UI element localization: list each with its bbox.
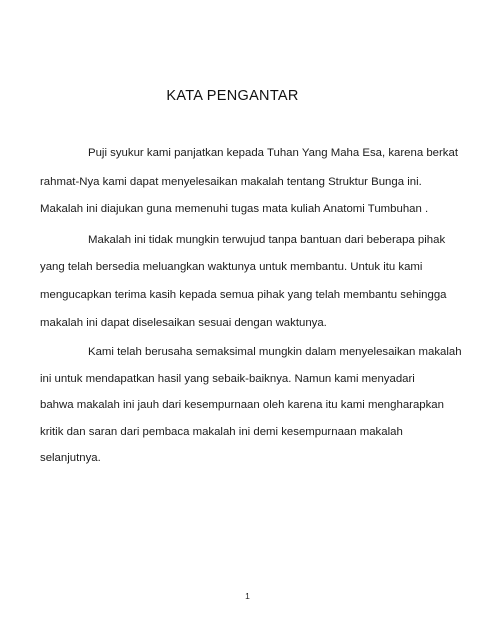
paragraph-line: Makalah ini diajukan guna memenuhi tugas mata kuliah Anatomi Tumbuhan . (40, 203, 429, 215)
paragraph-line: selanjutnya. (40, 452, 101, 464)
page-title: KATA PENGANTAR (166, 88, 299, 104)
paragraph-line: makalah ini dapat diselesaikan sesuai dengan waktunya. (40, 317, 327, 329)
paragraph-line: rahmat-Nya kami dapat menyelesaikan makalah tentang Struktur Bunga ini. (40, 176, 422, 188)
paragraph-line: kritik dan saran dari pembaca makalah ini demi kesempurnaan makalah (40, 426, 403, 438)
paragraph-line: ini untuk mendapatkan hasil yang sebaik-baiknya. Namun kami menyadari (40, 373, 415, 385)
paragraph-line: yang telah bersedia meluangkan waktunya untuk membantu. Untuk itu kami (40, 261, 423, 273)
paragraph-line: Puji syukur kami panjatkan kepada Tuhan Yang Maha Esa, karena berkat (88, 147, 458, 159)
paragraph-line: mengucapkan terima kasih kepada semua pihak yang telah membantu sehingga (40, 289, 447, 301)
page-number: 1 (245, 591, 250, 601)
paragraph-line: bahwa makalah ini jauh dari kesempurnaan oleh karena itu kami mengharapkan (40, 399, 444, 411)
paragraph-line: Kami telah berusaha semaksimal mungkin dalam menyelesaikan makalah (88, 346, 462, 358)
paragraph-line: Makalah ini tidak mungkin terwujud tanpa bantuan dari beberapa pihak (88, 234, 446, 246)
